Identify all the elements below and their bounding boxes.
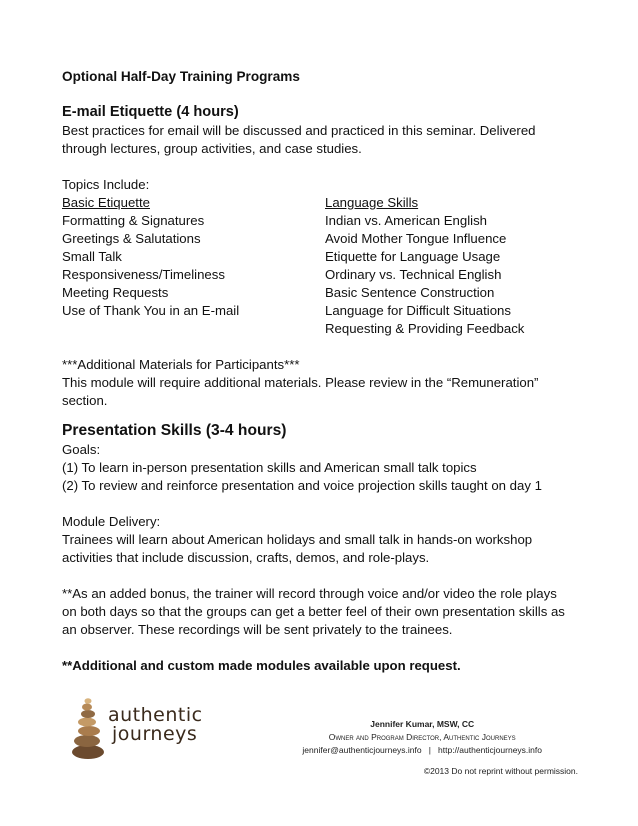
email-desc-line: Best practices for email will be discussed and practiced in this seminar. Delivered [62, 123, 536, 138]
topic-item: Basic Sentence Construction [325, 285, 495, 300]
logo-line: journeys [112, 723, 198, 745]
logo-line: authentic [108, 704, 203, 726]
topic-item: Ordinary vs. Technical English [325, 267, 502, 282]
goals-label: Goals: [62, 442, 101, 457]
footer [0, 690, 638, 826]
stacked-stones-icon [70, 694, 106, 760]
goal-item: (1) To learn in-person presentation skills and American small talk topics [62, 460, 477, 475]
bonus-text: an observer. These recordings will be sent privately to the trainees. [62, 622, 453, 637]
topic-item: Language for Difficult Situations [325, 303, 511, 318]
separator: | [428, 745, 431, 755]
email-desc-line: through lectures, group activities, and case studies. [62, 141, 362, 156]
presentation-skills-heading: Presentation Skills (3-4 hours) [62, 422, 287, 439]
contact-links [302, 744, 542, 757]
logo-wordmark [108, 706, 203, 744]
additional-materials-text: This module will require additional materials. Please review in the “Remuneration” [62, 375, 539, 390]
topics-columns [62, 194, 582, 338]
authentic-journeys-logo [70, 694, 220, 764]
additional-materials-text: section. [62, 393, 108, 408]
module-delivery-text: activities that include discussion, crafts, demos, and role-plays. [62, 550, 430, 565]
language-skills-column [325, 194, 582, 338]
closing-note: **Additional and custom made modules available upon request. [62, 658, 461, 673]
topic-item: Use of Thank You in an E-mail [62, 303, 240, 318]
email-link[interactable]: jennifer@authenticjourneys.info [302, 745, 422, 755]
bonus-text: on both days so that the groups can get a better feel of their own presentation skills as [62, 604, 565, 619]
topic-item: Indian vs. American English [325, 213, 487, 228]
website-link[interactable]: http://authenticjourneys.info [438, 745, 542, 755]
copyright-notice: ©2013 Do not reprint without permission. [423, 766, 578, 776]
contact-block [302, 718, 542, 757]
topic-item: Small Talk [62, 249, 122, 264]
contact-name: Jennifer Kumar, MSW, CC [370, 719, 475, 729]
email-etiquette-heading: E-mail Etiquette (4 hours) [62, 104, 239, 120]
topic-item: Responsiveness/Timeliness [62, 267, 225, 282]
goal-item: (2) To review and reinforce presentation and voice projection skills taught on day 1 [62, 478, 542, 493]
module-delivery-label: Module Delivery: [62, 514, 161, 529]
page-title: Optional Half-Day Training Programs [62, 69, 300, 84]
topic-item: Meeting Requests [62, 285, 169, 300]
module-delivery-text: Trainees will learn about American holidays and small talk in hands-on workshop [62, 532, 533, 547]
language-skills-heading: Language Skills [325, 195, 419, 210]
topic-item: Requesting & Providing Feedback [325, 321, 525, 336]
topic-item: Etiquette for Language Usage [325, 249, 501, 264]
topic-item: Greetings & Salutations [62, 231, 201, 246]
topics-label: Topics Include: [62, 177, 150, 192]
bonus-text: **As an added bonus, the trainer will record through voice and/or video the role plays [62, 586, 557, 601]
additional-materials-label: ***Additional Materials for Participants*** [62, 357, 300, 372]
basic-etiquette-heading: Basic Etiquette [62, 195, 150, 210]
topic-item: Avoid Mother Tongue Influence [325, 231, 507, 246]
topic-item: Formatting & Signatures [62, 213, 205, 228]
contact-role: Owner and Program Director, Authentic Journeys [328, 732, 516, 742]
basic-etiquette-column [62, 194, 325, 338]
document-body [62, 68, 582, 675]
